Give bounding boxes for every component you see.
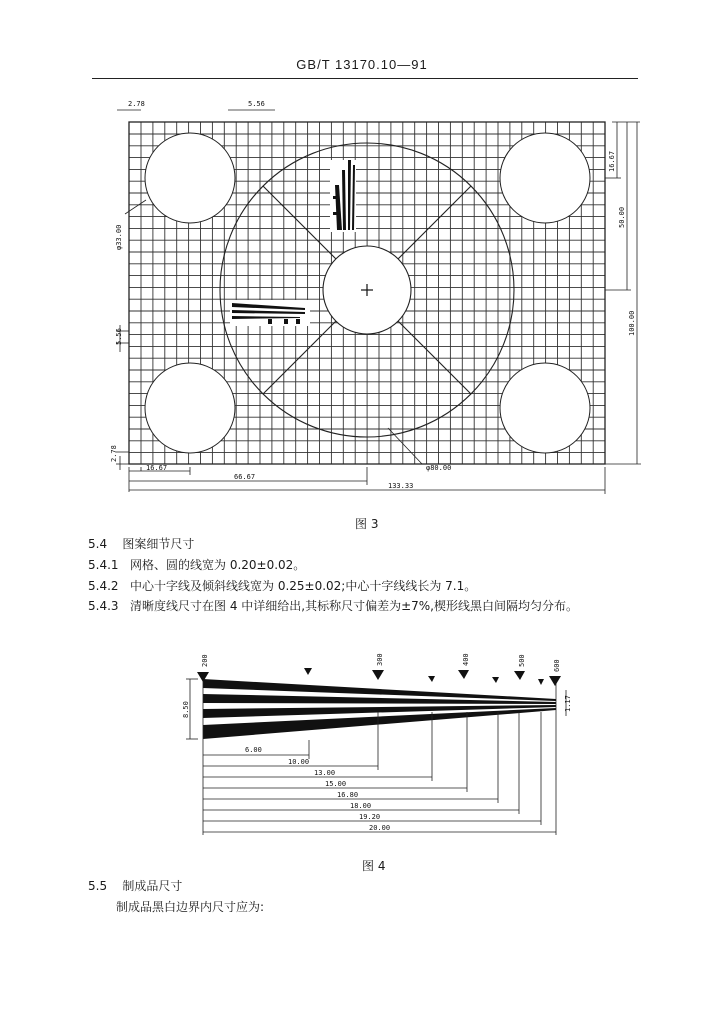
- clause-number: 5.4.2: [88, 579, 119, 593]
- figure-3-caption: 图 3: [355, 517, 379, 531]
- section-title: 制成品尺寸: [122, 879, 183, 893]
- dim-cell-width: 5.56: [248, 100, 265, 108]
- clause-text: 清晰度线尺寸在图 4 中详细给出,其标称尺寸偏差为±7%,楔形线黑白间隔均匀分布。: [130, 599, 578, 613]
- dim-small-circle: φ33.00: [115, 224, 123, 250]
- len-15: 15.00: [325, 780, 347, 788]
- wedge-bars: [203, 679, 556, 739]
- section-number: 5.5: [88, 879, 108, 893]
- len-13: 13.00: [314, 769, 336, 777]
- dim-height-16: 16.67: [608, 150, 616, 172]
- dim-top-margin: 2.78: [128, 100, 145, 108]
- len-18: 18.00: [350, 802, 372, 810]
- section-number: 5.4: [88, 537, 108, 551]
- len-16-8: 16.80: [337, 791, 359, 799]
- dim-row-height: 5.56: [115, 328, 123, 345]
- page-header: GB/T 13170.10—91: [296, 57, 428, 72]
- tv-label-200: 200: [201, 654, 209, 667]
- dim-wedge-tip: 1.17: [564, 695, 572, 712]
- dim-bottom-margin: 2.78: [110, 445, 118, 462]
- len-6: 6.00: [245, 746, 262, 754]
- section-5-5-text: 制成品黑白边界内尺寸应为:: [116, 900, 265, 914]
- section-title: 图案细节尺寸: [122, 537, 195, 551]
- figure-4-caption: 图 4: [362, 859, 386, 873]
- section-5-5-heading: [88, 877, 182, 894]
- dim-wedge-height: 8.50: [182, 701, 190, 718]
- len-19-2: 19.20: [359, 813, 381, 821]
- clause-number: 5.4.3: [88, 599, 119, 613]
- dim-big-circle: φ80.00: [426, 464, 452, 472]
- len-10: 10.00: [288, 758, 310, 766]
- dim-width-66: 66.67: [234, 473, 256, 481]
- dim-height-100: 100.00: [628, 310, 636, 336]
- clause-text: 中心十字线及倾斜线线宽为 0.25±0.02;中心十字线线长为 7.1。: [130, 579, 477, 593]
- tv-label-600: 600: [553, 659, 561, 672]
- clause-number: 5.4.1: [88, 558, 119, 572]
- clause-text: 网格、圆的线宽为 0.20±0.02。: [130, 558, 306, 572]
- len-20: 20.00: [369, 824, 391, 832]
- tv-label-400: 400: [462, 653, 470, 666]
- dim-width-16: 16.67: [146, 464, 168, 472]
- tv-label-300: 300: [376, 653, 384, 666]
- dim-width-133: 133.33: [388, 482, 414, 490]
- tv-label-500: 500: [518, 654, 526, 667]
- dim-height-50: 50.00: [618, 206, 626, 228]
